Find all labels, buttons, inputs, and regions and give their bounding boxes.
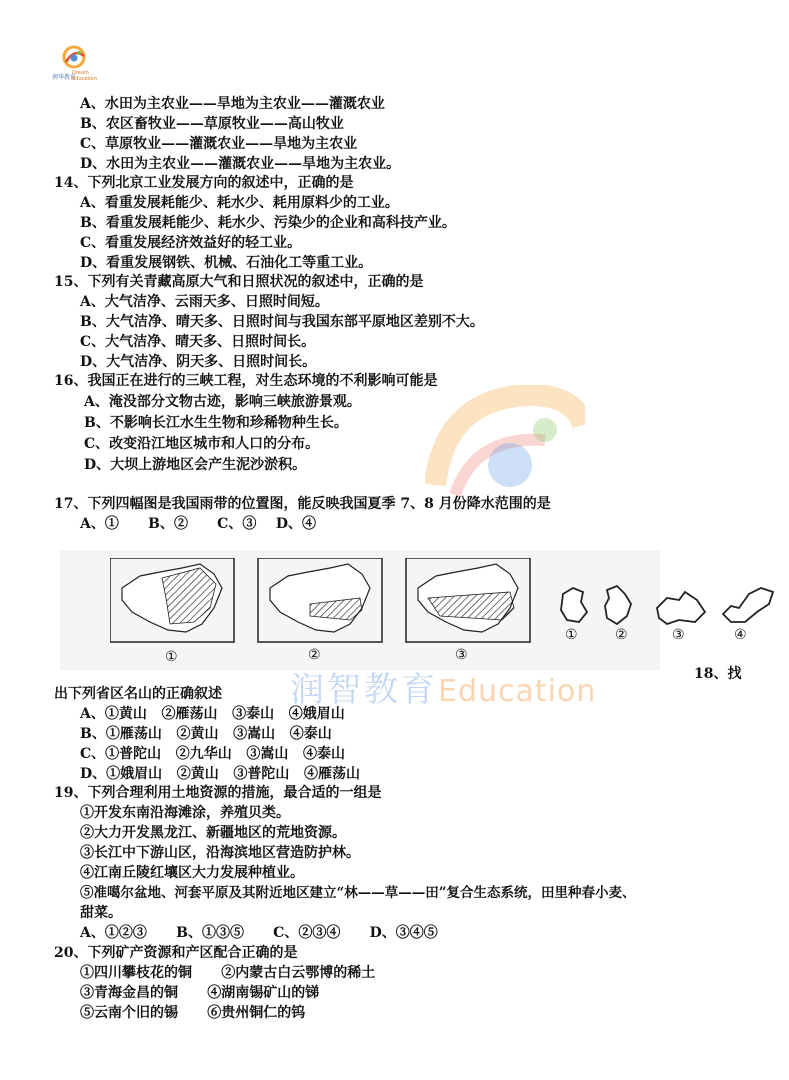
q16-option-c: C、改变沿江地区城市和人口的分布。	[84, 436, 320, 452]
q14-option-b: B、看重发展耗能少、耗水少、污染少的企业和高科技产业。	[80, 215, 456, 231]
q18-option-c: C、①普陀山 ②九华山 ③嵩山 ④泰山	[80, 746, 346, 762]
q20-items-row-1: ①四川攀枝花的铜 ②内蒙古白云鄂博的稀土	[80, 965, 376, 981]
q20-items-row-3: ⑤云南个旧的锡 ⑥贵州铜仁的钨	[80, 1005, 306, 1021]
rainband-map-2-label: ②	[308, 647, 321, 663]
province-shape-3-label: ③	[672, 627, 685, 643]
q14-option-d: D、看重发展钢铁、机械、石油化工等重工业。	[80, 255, 373, 271]
q19-stem: 19、下列合理利用土地资源的措施，最合适的一组是	[54, 785, 382, 801]
q16-option-b: B、不影响长江水生生物和珍稀物种生长。	[84, 415, 348, 431]
q17-options: A、① B、② C、③ D、④	[80, 516, 316, 532]
rainband-maps	[110, 558, 550, 646]
province-shape-1	[561, 588, 587, 622]
q16-stem: 16、我国正在进行的三峡工程，对生态环境的不利影响可能是	[54, 373, 438, 389]
q14-stem: 14、下列北京工业发展方向的叙述中，正确的是	[54, 175, 354, 191]
province-shapes	[555, 582, 785, 632]
q19-item-1: ①开发东南沿海滩涂，养殖贝类。	[80, 805, 290, 821]
province-shape-2-label: ②	[615, 627, 628, 643]
rainband-map-3-label: ③	[455, 647, 468, 663]
q14-option-a: A、看重发展耗能少、耗水少、耗用原料少的工业。	[80, 195, 399, 211]
q15-stem: 15、下列有关青藏高原大气和日照状况的叙述中，正确的是	[54, 274, 424, 290]
q20-items-row-2: ③青海金昌的铜 ④湖南锡矿山的锑	[80, 985, 320, 1001]
q13-option-b: B、农区畜牧业——草原牧业——高山牧业	[80, 116, 344, 132]
q13-option-c: C、草原牧业——灌溉农业——旱地为主农业	[80, 136, 358, 152]
watermark-text: 润智教育Education	[290, 670, 597, 710]
q17-stem: 17、下列四幅图是我国雨带的位置图，能反映我国夏季 7、8 月份降水范围的是	[54, 496, 551, 512]
q18-stem-part1: 18、找	[694, 666, 742, 682]
q15-option-d: D、大气洁净、阴天多、日照时间长。	[80, 354, 317, 370]
logo-subtext: Dream Education	[72, 70, 97, 82]
q13-option-a: A、水田为主农业——旱地为主农业——灌溉农业	[80, 96, 385, 112]
q20-stem: 20、下列矿产资源和产区配合正确的是	[54, 945, 298, 961]
rainband-map-3	[406, 558, 530, 642]
province-shape-4-label: ④	[734, 627, 747, 643]
q18-option-d: D、①娥眉山 ②黄山 ③普陀山 ④雁荡山	[80, 766, 361, 782]
q15-option-a: A、大气洁净、云雨天多、日照时间短。	[80, 294, 329, 310]
province-shape-1-label: ①	[565, 627, 578, 643]
q15-option-b: B、大气洁净、晴天多、日照时间与我国东部平原地区差别不大。	[80, 314, 484, 330]
province-shape-2	[605, 586, 631, 624]
watermark-logo-icon	[425, 385, 585, 505]
province-shape-3	[657, 592, 705, 624]
q19-item-3: ③长江中下游山区，沿海滨地区营造防护林。	[80, 845, 360, 861]
province-shape-4	[723, 588, 773, 622]
q15-option-c: C、大气洁净、晴天多、日照时间长。	[80, 334, 316, 350]
rainband-map-2	[258, 558, 382, 642]
q19-item-5-cont: 甜菜。	[80, 905, 122, 921]
q18-option-a: A、①黄山 ②雁荡山 ③泰山 ④娥眉山	[80, 706, 345, 722]
logo-text: 润华教育	[52, 74, 77, 81]
q19-item-4: ④江南丘陵红壤区大力发展种植业。	[80, 865, 304, 881]
q13-option-d: D、水田为主农业——灌溉农业——旱地为主农业。	[80, 156, 401, 172]
rainband-map-1	[110, 558, 234, 642]
q18-option-b: B、①雁荡山 ②黄山 ③嵩山 ④泰山	[80, 726, 332, 742]
q19-item-2: ②大力开发黑龙江、新疆地区的荒地资源。	[80, 825, 346, 841]
q19-item-5: ⑤准噶尔盆地、河套平原及其附近地区建立“林——草——田”复合生态系统，田里种春小麦、	[80, 885, 636, 901]
q16-option-d: D、大坝上游地区会产生泥沙淤积。	[84, 457, 307, 473]
q19-options: A、①②③ B、①③⑤ C、②③④ D、③④⑤	[80, 925, 438, 941]
q16-option-a: A、淹没部分文物古迹，影响三峡旅游景观。	[84, 394, 361, 410]
q14-option-c: C、看重发展经济效益好的轻工业。	[80, 235, 302, 251]
logo	[52, 44, 112, 84]
q18-stem-part2: 出下列省区名山的正确叙述	[54, 686, 222, 702]
rainband-map-1-label: ①	[165, 649, 178, 665]
